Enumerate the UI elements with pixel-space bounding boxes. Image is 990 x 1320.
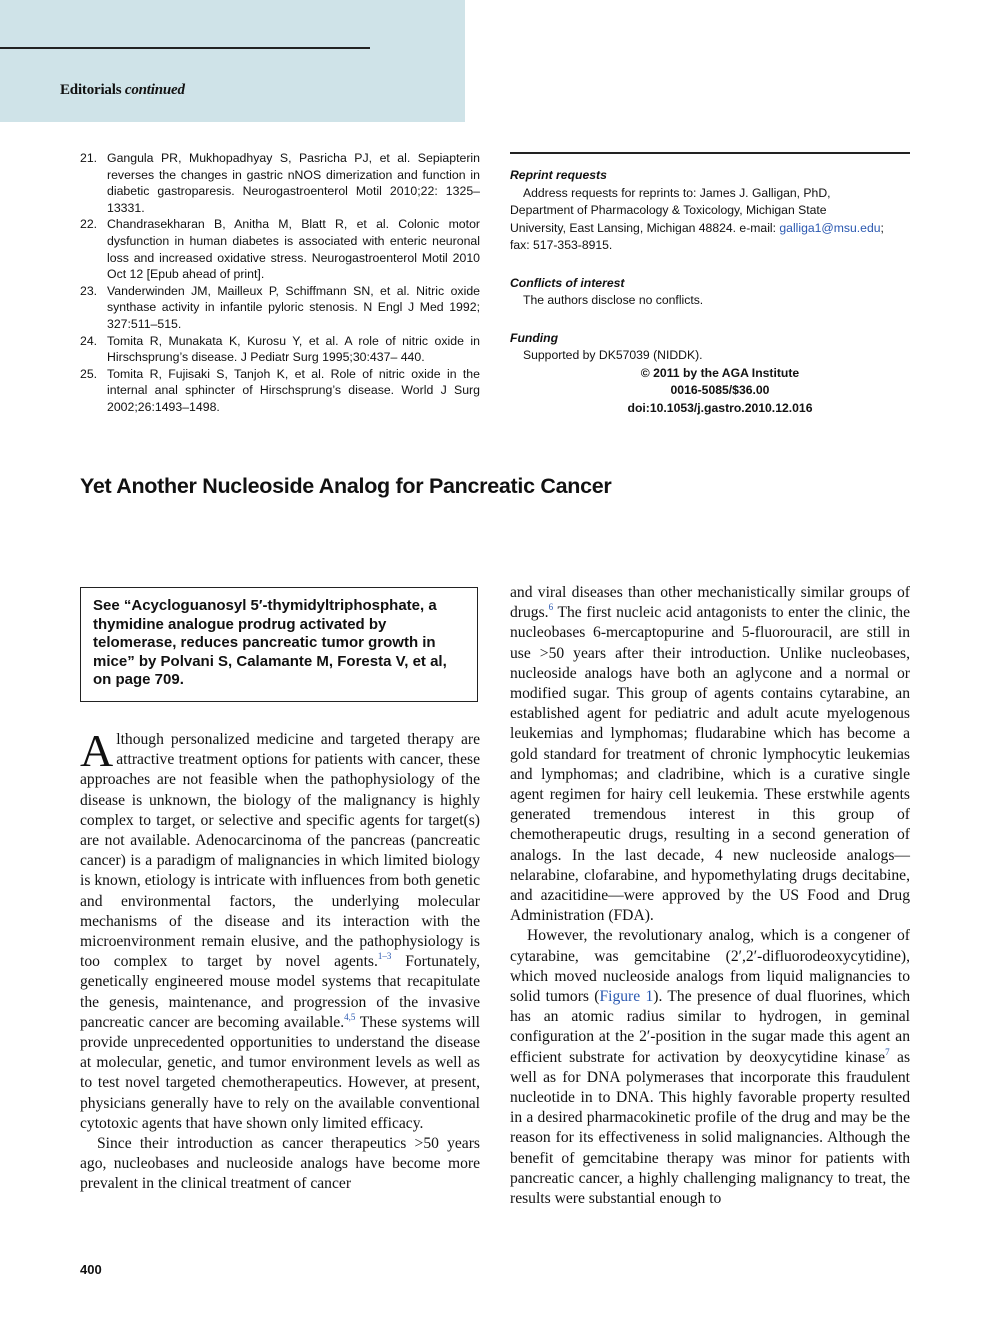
body-paragraph [80,725,481,1134]
header-rule [0,47,370,49]
body-column-right [510,583,910,1209]
body-paragraph [510,583,910,926]
reference-number: 25. [80,366,98,381]
email-link[interactable]: galliga1@msu.edu [779,220,881,235]
copyright: © 2011 by the AGA Institute [640,365,800,380]
reference-item [80,216,480,282]
body-column-left [80,725,481,1195]
page-number: 400 [80,1262,102,1277]
reprint-department: Department of Pharmacology & Toxicology, Michigan State [510,203,827,217]
funding-text: Supported by DK57039 (NIDDK). [523,348,703,362]
drop-cap: A [80,725,114,776]
funding-heading: Funding [510,330,559,345]
reprint-address-punct: ; [880,220,884,235]
text-run: The first nucleic acid antagonists to enter the clinic, the nucleobases 6-mercaptopurine and 5-fluorouracil, are still in use >50 years after their introduction. Unlike nucleobases, nucleoside analogs have both an aglycone and a normal or modified sugar. This group of agents contains cytarabine, an established agent for pediatric and adult acute myelogenous leukemias and lymphomas; fludarabine which has become a gold standard for treatment of chronic lymphocytic leukemias and lymphomas; and cladribine, which is a curative single agent regimen for hairy cell leukemia. These erstwhile agents generated tremendous interest in this group of chemotherapeutic drugs, resulting in a second generation of analogs. In the last decade, 4 new nucleoside analogs—nelarabine, clofarabine, and hypomethylating drugs decitabine, and azacitidine—were approved by the US Food and Drug Administration (FDA). [510,604,910,925]
reference-number: 24. [80,333,98,348]
conflicts-text: The authors disclose no conflicts. [523,293,704,307]
reprint-text: Address requests for reprints to: James J. Galligan, PhD, [523,185,831,200]
text-run: Fortunately, genetically engineered mouse model systems that recapitulate the genesis, maintenance, and progression of the invasive pancreatic cancer are becoming available. [80,953,480,1031]
spacer [510,310,910,330]
doi: doi:10.1053/j.gastro.2010.12.016 [627,400,813,415]
see-article-box: See “Acycloguanosyl 5′-thymidyltriphosphate, a thymidine analogue prodrug activated by telomerase, reduces pancreatic tumor growth in mice” by Polvani S, Calamante M, Foresta V, et al, on page 709. [80,587,478,702]
running-head-main: Editorials [60,82,122,98]
article-info-sidebar [510,167,910,417]
conflicts-heading: Conflicts of interest [510,275,625,290]
reference-text: Tomita R, Fujisaki S, Tanjoh K, et al. Role of nitric oxide in the internal anal sphincter of Hirschsprung’s disease. World J Surg 2002;26:1493–1498. [107,366,480,414]
reference-number: 22. [80,217,98,232]
body-paragraph [510,926,910,1209]
text-run: ). The presence of dual fluorines, which has an atomic radius similar to hydrogen, in geminal configuration at the 2′-position in the sugar made this agent an efficient substrate for activation by deoxycytidine kinase [510,988,910,1066]
sidebar-rule [510,152,910,154]
reference-text: Vanderwinden JM, Mailleux P, Schiffmann SN, et al. Nitric oxide synthase activity in infantile pyloric stenosis. N Engl J Med 1992; 327:511–515. [107,283,480,331]
reference-item [80,333,480,366]
reference-text: Gangula PR, Mukhopadhyay S, Pasricha PJ, et al. Sepiapterin reverses the changes in gastric nNOS dimerization and function in diabetic gastroparesis. Neurogastroenterol Motil 2010;22: 1325–13331. [107,151,480,215]
text-run: lthough personalized medicine and targeted therapy are attractive treatment options for patients with cancer, these approaches are not feasible when the pathophysiology of the disease is unknown, the biology of the malignancy is highly complex to target, or selective and specific agents for target(s) are not available. Adenocarcinoma of the pancreas (pancreatic cancer) is a paradigm of malignancies in which limited biology is known, etiology is intricate with influences from both genetic and environmental factors, the underlying molecular mechanisms of the disease and its interaction with the microenvironment remain elusive, and the pathophysiology is too complex to target by novel agents. [80,731,480,971]
issn: 0016-5085/$36.00 [670,383,770,397]
text-run: These systems will provide unprecedented opportunities to understand the disease at molecular, genetic, and tumor environment levels as well as to test novel targeted chemotherapeutics. However, at present, physicians generally have to rely on the available conventional cytotoxic agents that have shown only limited efficacy. [80,1013,481,1132]
reference-item [80,150,480,216]
citation[interactable]: 6 [548,602,554,613]
header-band [0,0,465,122]
citation[interactable]: 7 [885,1046,890,1057]
text-run: and viral diseases than other mechanistically similar groups of drugs. [510,584,910,622]
body-paragraph: Since their introduction as cancer therapeutics >50 years ago, nucleobases and nucleoside analogs have become more prevalent in the clinical treatment of cancer [80,1135,480,1193]
reprint-heading: Reprint requests [510,168,607,182]
reference-item [80,283,480,333]
citation[interactable]: 1–3 [377,951,392,962]
reference-text: Tomita R, Munakata K, Kurosu Y, et al. A role of nitric oxide in Hirschsprung’s disease. J Pediatr Surg 1995;30:437– 440. [107,333,480,365]
reference-text: Chandrasekharan B, Anitha M, Blatt R, et al. Colonic motor dysfunction in human diabetes is associated with enteric neuronal loss and increased oxidative stress. Neurogastroenterol Motil 2010 Oct 12 [Epub ahead of print]. [107,217,480,282]
running-head [60,82,185,99]
reprint-address-text: University, East Lansing, Michigan 48824. e-mail: [510,220,780,235]
text-run: However, the revolutionary analog, which is a congener of cytarabine, was gemcitabine (2′,2′-difluorodeoxycytidine), which moved nucleoside analogs from liquid malignancies to solid tumors ( [510,927,910,1006]
reference-number: 21. [80,151,98,165]
figure-link[interactable]: Figure 1 [599,988,654,1006]
reference-item [80,366,480,416]
running-head-continued: continued [124,82,185,98]
article-title: Yet Another Nucleoside Analog for Pancreatic Cancer [80,474,612,498]
reprint-address [510,220,910,238]
text-run: as well as for DNA polymerases that incorporate this fraudulent nucleotide in to DNA. This highly favorable property resulted in a desired pharmacokinetic profile of the drug and may be the reason for its effectiveness in solid malignancies. Although the benefit of gemcitabine therapy was minor for patients with pancreatic cancer, a highly challenging malignancy to treat, the results were substantial enough to [510,1048,911,1208]
reference-list [80,150,480,416]
reprint-fax: fax: 517-353-8915. [510,238,613,252]
reference-number: 23. [80,283,98,298]
citation[interactable]: 4,5 [344,1011,356,1022]
spacer [510,255,910,275]
